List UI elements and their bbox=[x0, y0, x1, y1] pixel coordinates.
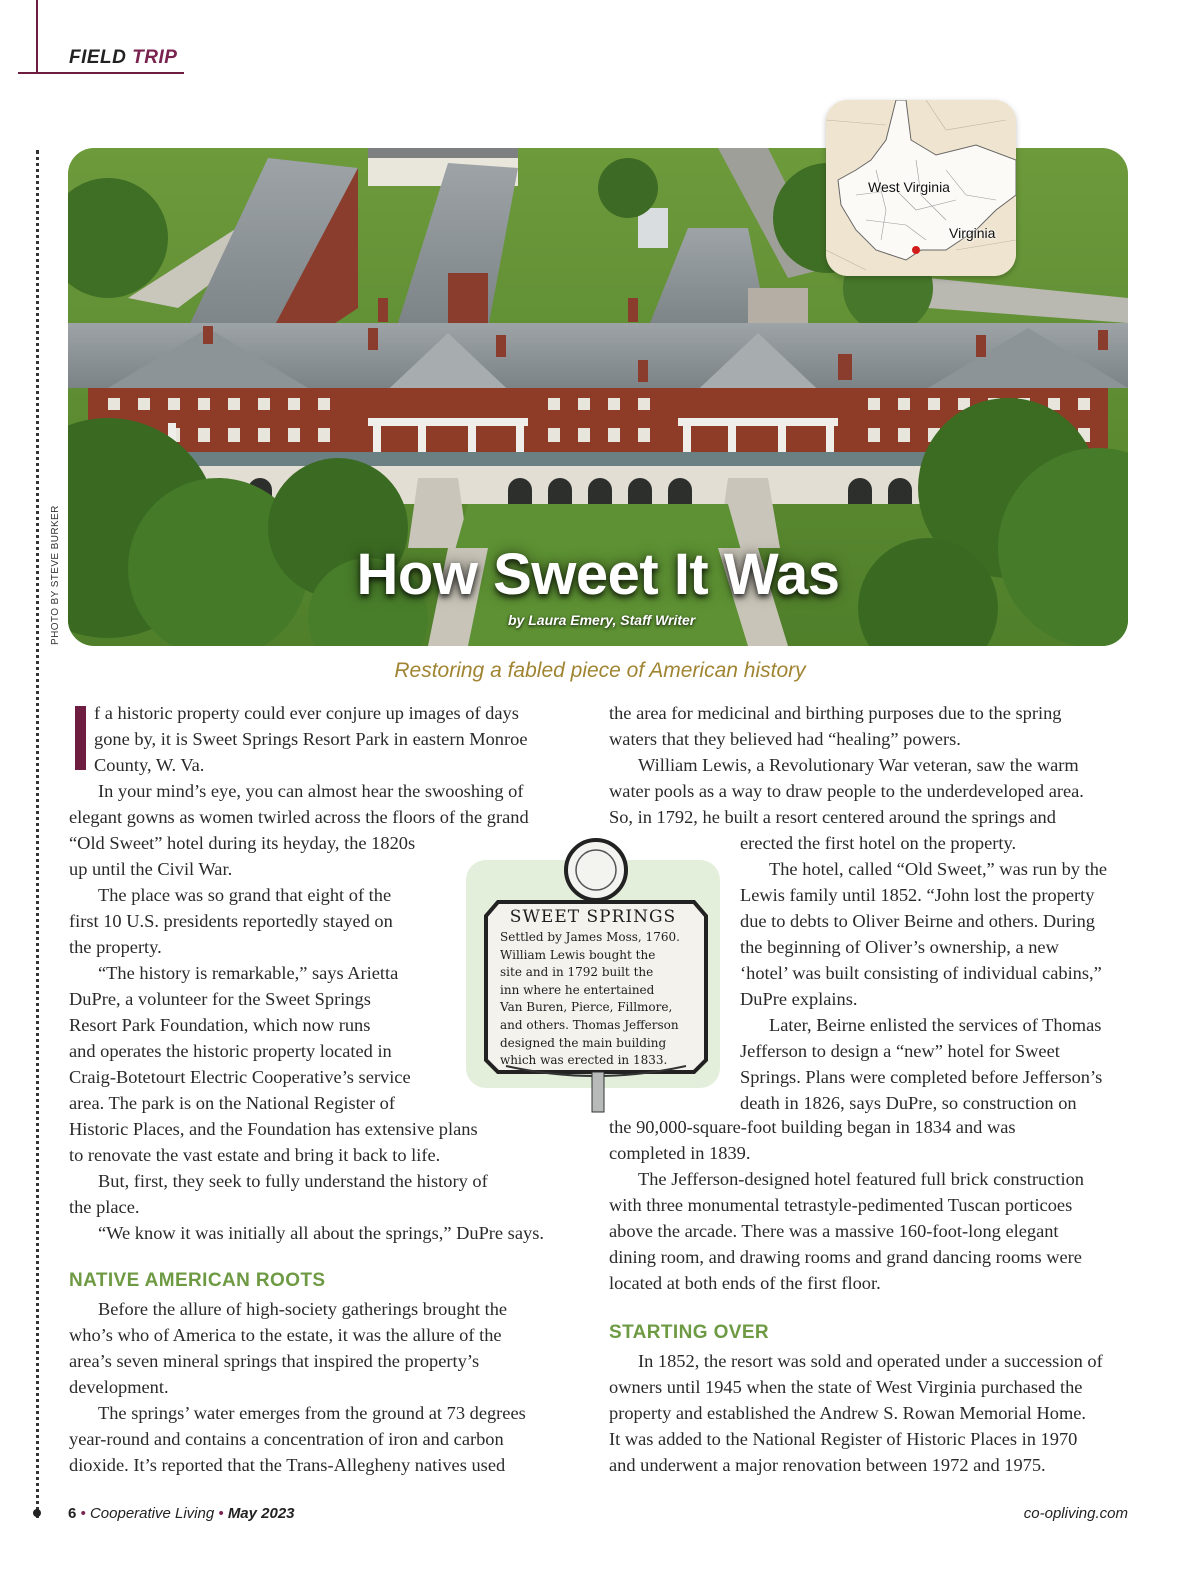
text-line: William Lewis, a Revolutionary War veteran, saw the warm bbox=[638, 755, 1079, 775]
text-line: dioxide. It’s reported that the Trans-Allegheny natives used bbox=[69, 1455, 506, 1475]
marker-title: SWEET SPRINGS bbox=[509, 907, 677, 927]
text-line: the beginning of Oliver’s ownership, a new bbox=[740, 937, 1059, 957]
drop-cap-i bbox=[75, 706, 86, 770]
text-line: area’s seven mineral springs that inspired the property’s bbox=[69, 1351, 480, 1371]
text-line: water pools as a way to draw people to the underdeveloped area. bbox=[609, 781, 1084, 801]
col1-body-2 bbox=[69, 1296, 594, 1478]
marker-line: which was erected in 1833. bbox=[500, 1053, 668, 1068]
text-line: “The history is remarkable,” says Arietta bbox=[98, 963, 399, 983]
text-line: In 1852, the resort was sold and operated under a succession of bbox=[638, 1351, 1103, 1371]
text-line: Lewis family until 1852. “John lost the property bbox=[740, 885, 1095, 905]
text-line: Resort Park Foundation, which now runs bbox=[69, 1015, 371, 1035]
photo-credit: PHOTO BY STEVE BURKER bbox=[50, 505, 61, 645]
col2-body-wrap bbox=[740, 830, 1170, 1116]
text-line: The place was so grand that eight of the bbox=[98, 885, 392, 905]
text-line: The springs’ water emerges from the ground at 73 degrees bbox=[98, 1403, 526, 1423]
text-line: gone by, it is Sweet Springs Resort Park in eastern Monroe bbox=[94, 729, 528, 749]
text-line: the place. bbox=[69, 1197, 140, 1217]
text-line: with three monumental tetrastyle-pedimented Tuscan porticoes bbox=[609, 1195, 1073, 1215]
text-line: Before the allure of high-society gatherings brought the bbox=[98, 1299, 508, 1319]
page-number: 6 bbox=[68, 1505, 77, 1522]
text-line: the 90,000-square-foot building began in 1834 and was bbox=[609, 1117, 1016, 1137]
rule-end-dot bbox=[33, 1509, 41, 1517]
marker-line: site and in 1792 built the bbox=[500, 965, 654, 980]
text-line: and underwent a major renovation between 1972 and 1975. bbox=[609, 1455, 1046, 1475]
col2-body-bottom bbox=[609, 1114, 1169, 1296]
section-label bbox=[69, 47, 177, 69]
section-underline bbox=[18, 72, 184, 74]
text-line: The Jefferson-designed hotel featured full brick construction bbox=[638, 1169, 1084, 1189]
text-line: DuPre explains. bbox=[740, 989, 858, 1009]
text-line: the property. bbox=[69, 937, 162, 957]
text-line: waters that they believed had “healing” powers. bbox=[609, 729, 961, 749]
text-line: “Old Sweet” hotel during its heyday, the 1820s bbox=[69, 833, 416, 853]
text-line: So, in 1792, he built a resort centered around the springs and bbox=[609, 807, 1056, 827]
text-line: elegant gowns as women twirled across the floors of the grand bbox=[69, 807, 529, 827]
article-headline: How Sweet It Was bbox=[356, 542, 840, 607]
text-line: due to debts to Oliver Beirne and others. During bbox=[740, 911, 1095, 931]
text-line: “We know it was initially all about the springs,” DuPre says. bbox=[98, 1223, 544, 1243]
col1-para-1 bbox=[94, 700, 594, 778]
text-line: In your mind’s eye, you can almost hear the swooshing of bbox=[98, 781, 524, 801]
text-line: and operates the historic property located in bbox=[69, 1041, 392, 1061]
text-line: DuPre, a volunteer for the Sweet Springs bbox=[69, 989, 371, 1009]
marker-line: designed the main building bbox=[500, 1035, 667, 1050]
bullet-separator: • bbox=[80, 1505, 86, 1522]
text-line: death in 1826, says DuPre, so construction on bbox=[740, 1093, 1077, 1113]
map-inset bbox=[826, 100, 1016, 276]
text-line: located at both ends of the first floor. bbox=[609, 1273, 881, 1293]
text-line: property and established the Andrew S. Rowan Memorial Home. bbox=[609, 1403, 1087, 1423]
footer-folio bbox=[68, 1505, 295, 1522]
text-line: year-round and contains a concentration of iron and carbon bbox=[69, 1429, 504, 1449]
text-line: Springs. Plans were completed before Jefferson’s bbox=[740, 1067, 1103, 1087]
marker-line: Settled by James Moss, 1760. bbox=[500, 930, 680, 944]
text-line: area. The park is on the National Register of bbox=[69, 1093, 395, 1113]
section-tab-rule bbox=[36, 0, 38, 74]
text-line: ‘hotel’ was built consisting of individual cabins,” bbox=[740, 963, 1102, 983]
text-line: first 10 U.S. presidents reportedly stayed on bbox=[69, 911, 393, 931]
col2-body-3 bbox=[609, 1348, 1179, 1478]
marker-line: and others. Thomas Jefferson bbox=[500, 1017, 679, 1032]
article-byline: by Laura Emery, Staff Writer bbox=[508, 612, 696, 628]
text-line: Later, Beirne enlisted the services of Thomas bbox=[769, 1015, 1102, 1035]
text-line: Craig-Botetourt Electric Cooperative’s service bbox=[69, 1067, 411, 1087]
section-heading-starting-over: STARTING OVER bbox=[609, 1322, 770, 1343]
marker-line: inn where he entertained bbox=[500, 982, 655, 997]
text-line: above the arcade. There was a massive 160-foot-long elegant bbox=[609, 1221, 1059, 1241]
text-line: owners until 1945 when the state of West Virginia purchased the bbox=[609, 1377, 1083, 1397]
text-line: f a historic property could ever conjure up images of days bbox=[94, 703, 519, 723]
section-heading-native-american-roots: NATIVE AMERICAN ROOTS bbox=[69, 1270, 326, 1291]
text-line: It was added to the National Register of Historic Places in 1970 bbox=[609, 1429, 1078, 1449]
footer-website-link[interactable]: co-opliving.com bbox=[1023, 1505, 1128, 1522]
map-label-west-virginia: West Virginia bbox=[868, 179, 950, 195]
bullet-separator: • bbox=[218, 1505, 224, 1522]
text-line: Jefferson to design a “new” hotel for Sweet bbox=[740, 1041, 1060, 1061]
text-line: County, W. Va. bbox=[94, 755, 205, 775]
text-line: to renovate the vast estate and bring it back to life. bbox=[69, 1145, 441, 1165]
text-line: development. bbox=[69, 1377, 169, 1397]
text-line: who’s who of America to the estate, it was the allure of the bbox=[69, 1325, 502, 1345]
text-line: But, first, they seek to fully understand the history of bbox=[98, 1171, 488, 1191]
magazine-name: Cooperative Living bbox=[89, 1505, 215, 1522]
issue-date: May 2023 bbox=[227, 1505, 295, 1522]
col2-body-top bbox=[609, 700, 1169, 830]
article-subhead: Restoring a fabled piece of American history bbox=[394, 659, 806, 682]
dotted-margin-rule bbox=[36, 150, 39, 1518]
historical-marker-sign bbox=[466, 836, 720, 1114]
marker-line: Van Buren, Pierce, Fillmore, bbox=[500, 1000, 673, 1015]
text-line: up until the Civil War. bbox=[69, 859, 233, 879]
text-line: completed in 1839. bbox=[609, 1143, 751, 1163]
marker-line: William Lewis bought the bbox=[500, 947, 656, 962]
section-word-2: TRIP bbox=[132, 47, 178, 68]
text-line: The hotel, called “Old Sweet,” was run by the bbox=[769, 859, 1108, 879]
map-label-virginia: Virginia bbox=[949, 225, 996, 241]
text-line: Historic Places, and the Foundation has extensive plans bbox=[69, 1119, 478, 1139]
text-line: dining room, and drawing rooms and grand dancing rooms were bbox=[609, 1247, 1082, 1267]
text-line: the area for medicinal and birthing purposes due to the spring bbox=[609, 703, 1062, 723]
marker-text bbox=[500, 929, 696, 1070]
section-word-1: FIELD bbox=[69, 47, 127, 68]
text-line: erected the first hotel on the property. bbox=[740, 833, 1017, 853]
